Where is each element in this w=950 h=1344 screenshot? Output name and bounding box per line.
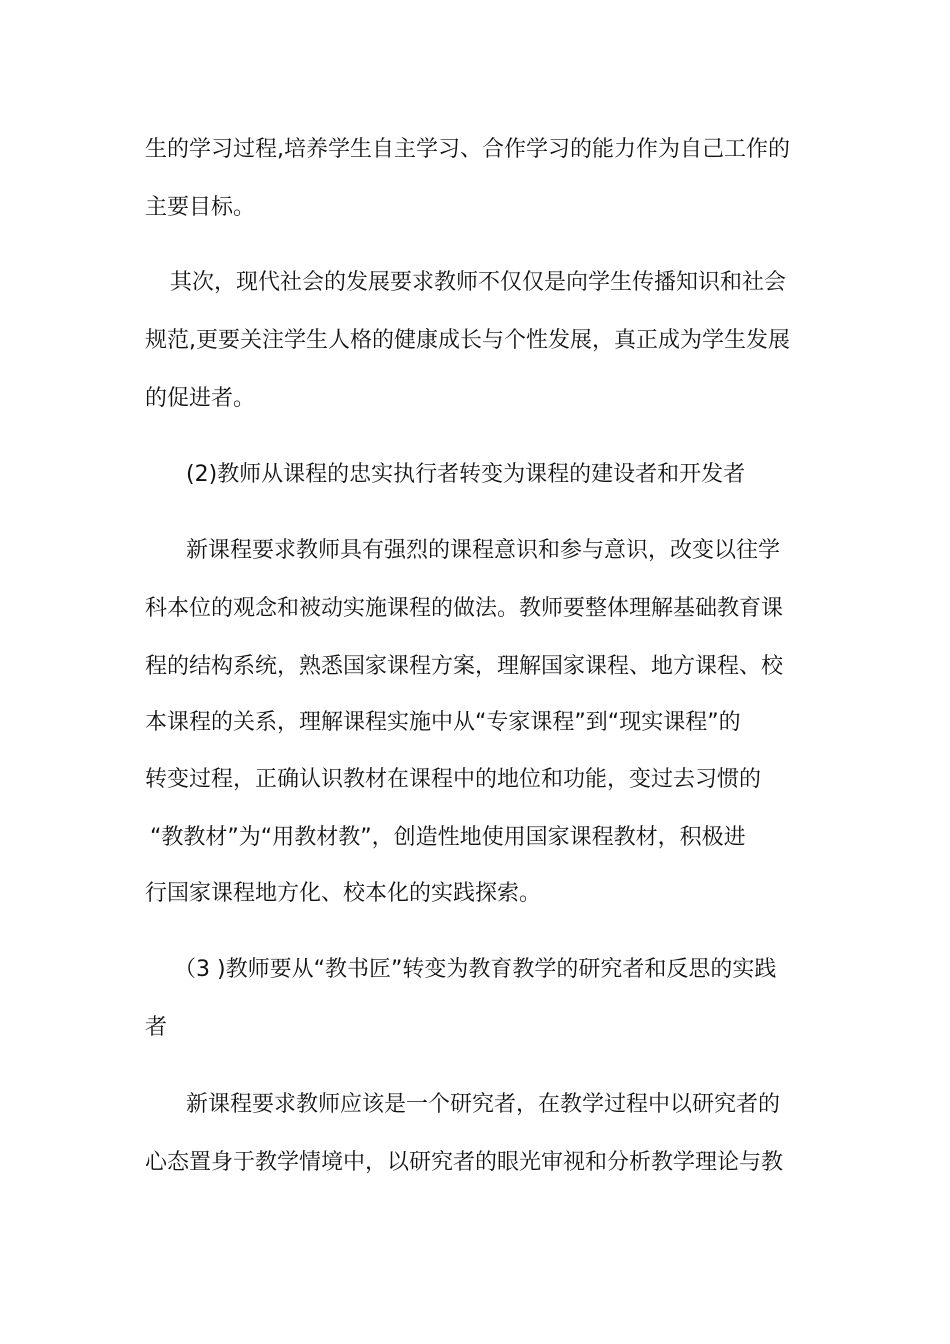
section-heading-2: (2)教师从课程的忠实执行者转变为课程的建设者和开发者 [186, 462, 746, 487]
text-line-9: 程的结构系统，熟悉国家课程方案，理解国家课程、地方课程、校 [145, 654, 784, 679]
text-line-16: 新课程要求教师应该是一个研究者，在教学过程中以研究者的 [186, 1092, 781, 1117]
text-line-12: “教教材”为“用教材教”，创造性地使用国家课程教材，积极进 [150, 825, 746, 850]
text-line-3: 其次，现代社会的发展要求教师不仅仅是向学生传播知识和社会 [170, 270, 787, 295]
text-line-11: 转变过程，正确认识教材在课程中的地位和功能，变过去习惯的 [145, 767, 762, 792]
text-line-2: 主要目标。 [145, 195, 256, 220]
section-heading-3: （3 )教师要从“教书匠”转变为教育教学的研究者和反思的实践 [174, 957, 777, 982]
text-line-7: 新课程要求教师具有强烈的课程意识和参与意识，改变以往学 [186, 538, 781, 563]
text-line-13: 行国家课程地方化、校本化的实践探索。 [145, 881, 542, 906]
text-line-1: 生的学习过程,培养学生自主学习、合作学习的能力作为自己工作的 [145, 137, 790, 162]
text-line-10: 本课程的关系，理解课程实施中从“专家课程”到“现实课程”的 [145, 710, 741, 735]
text-line-17: 心态置身于教学情境中，以研究者的眼光审视和分析教学理论与教 [145, 1150, 784, 1175]
text-line-8: 科本位的观念和被动实施课程的做法。教师要整体理解基础教育课 [145, 596, 784, 621]
text-line-5: 的促进者。 [145, 386, 256, 411]
section-heading-3-cont: 者 [145, 1015, 168, 1040]
text-line-4: 规范,更要关注学生人格的健康成长与个性发展，真正成为学生发展 [145, 328, 790, 353]
